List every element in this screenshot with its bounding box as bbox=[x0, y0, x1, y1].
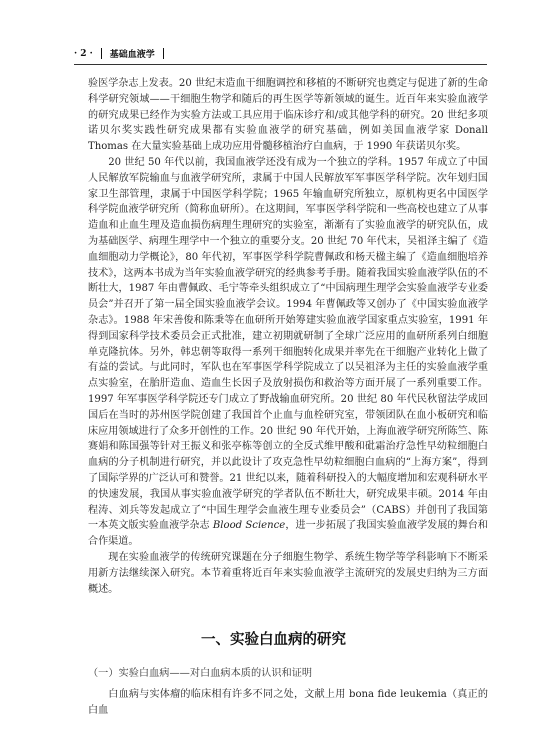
paragraph-4: 白血病与实体瘤的临床相有许多不同之处，文献上用 bona fide leukemia（真正的白血 bbox=[88, 689, 488, 716]
paragraph-2-text: 20 世纪 50 年代以前，我国血液学还没有成为一个独立的学科。1957 年成立了中国人民解放军院输血与血液学研究所，隶属于中国人民解放军军事医学科学院。次年划归国家卫生部管理，隶属于中国医学科学院；1965 年输血研究所独立，原机构更名中国医学科学院血液学研究所（简称血研所）。在这期间，军事医学科学院和一些高校也建立了从事造血和止血生理及造血损伤病理生理研究的实验室，渐渐有了实验血液学的研究队伍，成为基础医学、病理生理学中一个独立的重要分支。20 世纪 70 年代末，吴祖泽主编了《造血细胞动力学概论》，80 年代初，军事医学科学院曹佩政和杨天楹主编了《造血细胞培养技术》，这两本书成为当年实验血液学研究的经典参考手册。随着我国实验血液学队伍的不断壮大，1987 年由曹佩政、毛宁等牵头组织成立了“中国病理生理学会实验血液学专业委员会”并召开了第一届全国实验血液学会议。1994 年曹佩政等又创办了《中国实验血液学杂志》。1988 年宋善俊和陈秉等在血研所开始筹建实验血液学国家重点实验室，1991 年得到国家科学技术委员会正式批准，建立初期就研制了全球广泛应用的血研所系列白细胞单克隆抗体。另外，韩忠朝等取得一系列干细胞转化成果并率先在干细胞产业转化上做了有益的尝试。与此同时，军队也在军事医学科学院成立了以吴祖泽为主任的实验血液学重点实验室，在胎肝造血、造血生长因子及放射损伤和救治等方面开展了一系列重要工作。1997 年军事医学科学院还专门成立了野战输血研究所。20 世纪 80 年代民秋留法学成回国后在当时的苏州医学院创建了我国首个止血与血栓研究室，带领团队在血小板研究和临床应用领域进行了众多开创性的工作。20 世纪 90 年代开始，上海血液学研究所陈竺、陈赛娟和陈国强等针对王振义和张亭栋等创立的全反式维甲酸和砒霜治疗急性早幼粒细胞白血病的分子机制进行研究，并以此设计了攻克急性早幼粒细胞白血病的“上海方案”，得到了国际学界的广泛认可和赞誉。21 世纪以来，随着科研投入的大幅度增加和宏观科研水平的快速发展，我国从事实验血液学研究的学者队伍不断壮大，研究成果丰硕。2014 年由程涛、刘兵等发起成立了“中国生理学会血液生理专业委员会”（CABS）并创刊了我国第一本英文版实验血液学杂志 bbox=[88, 156, 488, 532]
section-title: 一、实验白血病的研究 bbox=[201, 632, 346, 648]
page-number: · 2 · bbox=[74, 48, 93, 59]
book-title: 基础血液学 bbox=[109, 50, 155, 60]
subsection-title: （一）实验白血病——对白血病本质的认识和证明 bbox=[88, 668, 313, 679]
header-separator-end bbox=[163, 48, 164, 59]
running-header bbox=[74, 47, 164, 60]
paragraph-2-tail: ，进一步拓展了我国实验血液学发展的舞台和合作渠道。 bbox=[88, 520, 488, 548]
body-text bbox=[88, 76, 488, 597]
header-rule bbox=[74, 64, 487, 65]
header-separator bbox=[101, 48, 102, 59]
journal-title: Blood Science bbox=[212, 520, 286, 532]
paragraph-1: 验医学杂志上发表。20 世纪末造血干细胞调控和移植的不断研究也奠定与促进了新的生命科学研究领域——干细胞生物学和随后的再生医学等新领域的诞生。近百年来实验血液学的研究成果已经作为实验方法或工具应用于临床诊疗和/或其他学科的研究。20 世纪多项诺贝尔奖实践性研究成果都有实验血液学的研究基础，例如美国血液学家 Donall Thomas 在大量实验基础上成功应用骨髓移植治疗白血病，于 1990 年获诺贝尔奖。 bbox=[88, 78, 488, 153]
paragraph-2 bbox=[88, 155, 488, 550]
paragraph-3: 现在实验血液学的传统研究课题在分子细胞生物学、系统生物学等学科影响下不断采用新方法继续深入研究。本节着重将近百年来实验血液学主流研究的发展史归纳为三方面概述。 bbox=[88, 551, 488, 595]
